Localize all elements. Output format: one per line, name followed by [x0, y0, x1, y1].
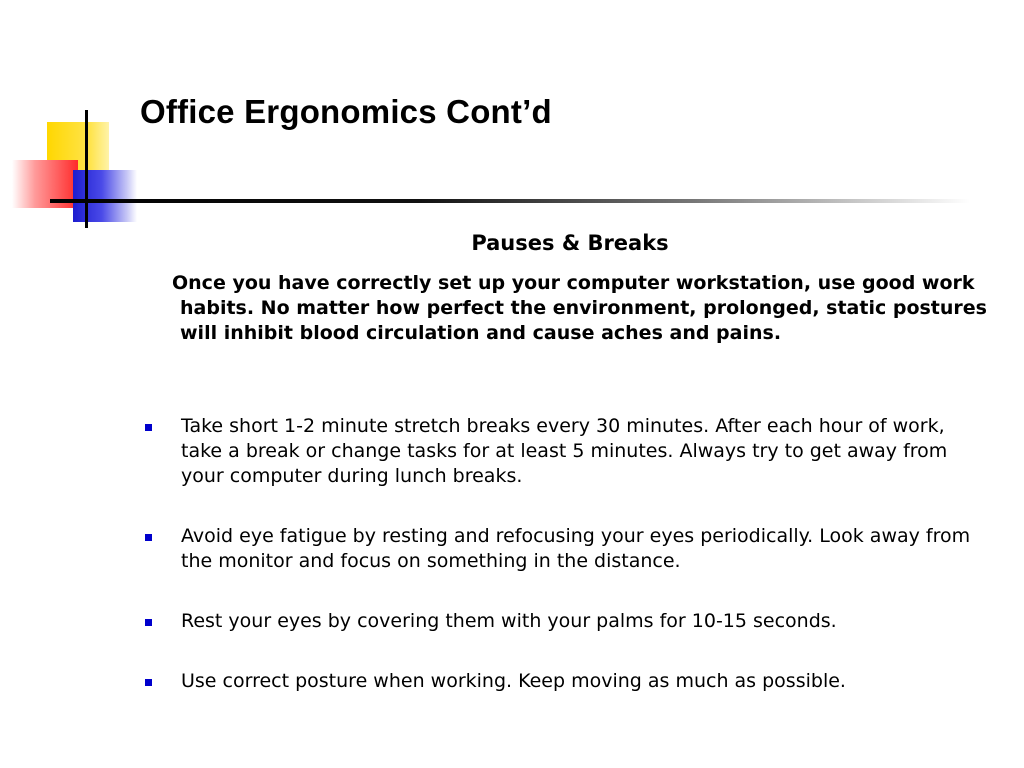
- logo-vertical-line: [85, 110, 88, 228]
- bullet-item: [140, 414, 990, 489]
- bullet-text: Rest your eyes by covering them with your palms for 10-15 seconds.: [181, 610, 837, 632]
- square-bullet-icon: [145, 534, 152, 541]
- intro-paragraph: Once you have correctly set up your computer workstation, use good work habits. No matter how perfect the environment, prolonged, static postures will inhibit blood circulation and cause aches and pains.: [172, 272, 987, 344]
- square-bullet-icon: [145, 424, 152, 431]
- slide-title: Office Ergonomics Cont’d: [140, 93, 552, 130]
- decorative-logo: [0, 0, 150, 240]
- square-bullet-icon: [145, 679, 152, 686]
- title-divider: [50, 199, 970, 203]
- bullet-text: Use correct posture when working. Keep moving as much as possible.: [181, 670, 846, 692]
- square-bullet-icon: [145, 619, 152, 626]
- logo-blue-square: [73, 170, 137, 222]
- bullet-text: Take short 1-2 minute stretch breaks every 30 minutes. After each hour of work, take a break or change tasks for at least 5 minutes. Always try to get away from your computer during lunch breaks.: [181, 415, 948, 487]
- section-subtitle: Pauses & Breaks: [471, 231, 669, 255]
- bullet-item: [140, 609, 990, 634]
- bullet-list: [140, 414, 990, 729]
- bullet-item: [140, 524, 990, 574]
- bullet-item: [140, 669, 990, 694]
- bullet-text: Avoid eye fatigue by resting and refocusing your eyes periodically. Look away from the monitor and focus on something in the distance.: [181, 525, 971, 572]
